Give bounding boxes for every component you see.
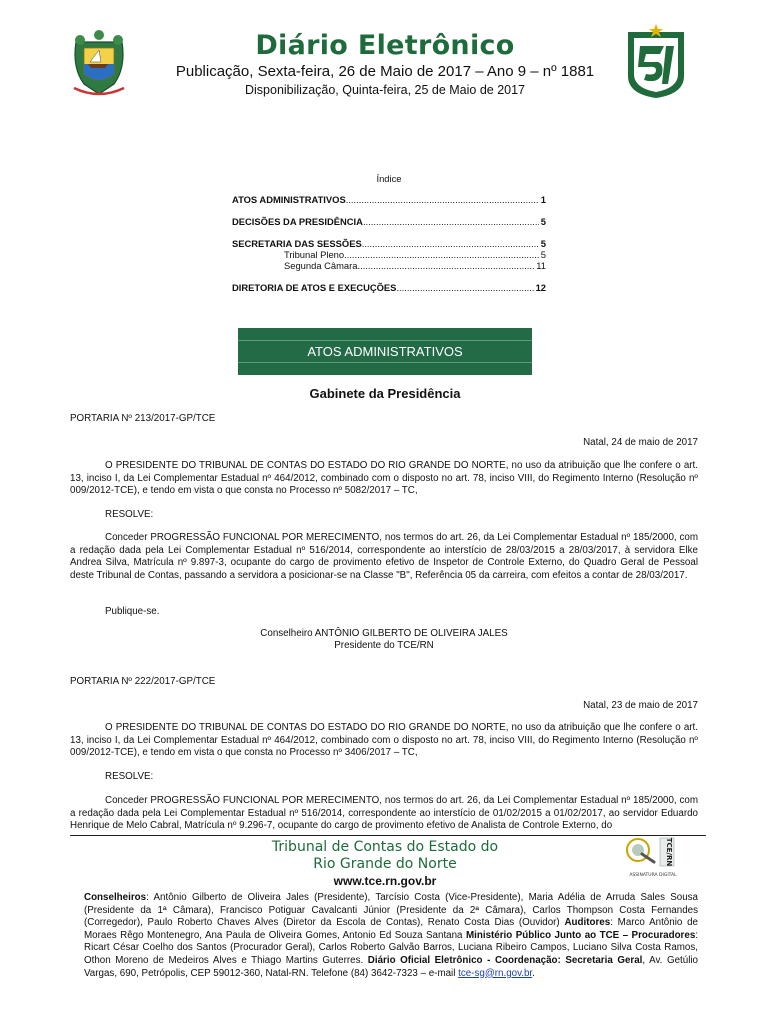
badge-text: TCE/RN [665,837,673,867]
footer-divider [70,835,706,836]
toc-label: ATOS ADMINISTRATIVOS [232,194,346,205]
portaria-2-resolve: RESOLVE: [105,771,154,782]
portaria-1-number: PORTARIA Nº 213/2017-GP/TCE [70,413,216,424]
publication-date: Publicação, Sexta-feira, 26 de Maio de 2017 – Ano 9 – nº 1881 [175,63,595,80]
footer-website: www.tce.rn.gov.br [333,874,437,888]
section-banner [238,328,532,375]
auditores-label: Auditores [564,917,611,929]
portaria-1-date: Natal, 24 de maio de 2017 [583,437,698,448]
portaria-1-signer-role: Presidente do TCE/RN [334,640,434,651]
portaria-1-publish: Publique-se. [105,606,160,617]
toc-page: 5 [540,249,546,260]
section-banner-label: ATOS ADMINISTRATIVOS [307,344,463,359]
conselheiros-text: : Antônio Gilberto de Oliveira Jales (Presidente), Tarcísio Costa (Vice-Presidente), Maria Adélia de Arruda Sales Sousa (Presidente da 1ª Câmara), Francisco Potiguar Cavalcanti Júnior (Presidente da 2ª Câmara), Carlos Thompson Costa Fernandes (Corregedor), Paulo Roberto Chaves Alves (Diretor da Escola de Contas), Renato Costa Dias (Ouvidor) [84,892,698,929]
index-heading: Índice [376,173,402,184]
toc-page: 5 [540,238,546,249]
footer-members [84,892,698,980]
section-subtitle: Gabinete da Presidência [309,386,461,401]
footer-org-line-2: Rio Grande do Norte [313,856,457,872]
table-of-contents [232,173,546,293]
toc-page: 1 [540,194,546,205]
badge-caption: ASSINATURA DIGITAL [629,873,677,878]
diario-label: Diário Oficial Eletrônico - Coordenação: Secretaria Geral [367,954,643,966]
toc-entry-diretoria[interactable] [232,282,546,293]
toc-entry-decisoes[interactable] [232,216,546,227]
toc-label: DECISÕES DA PRESIDÊNCIA [232,216,363,227]
toc-label: SECRETARIA DAS SESSÕES [232,238,362,249]
portaria-1-signer: Conselheiro ANTÔNIO GILBERTO DE OLIVEIRA JALES [260,628,508,639]
journal-title: Diário Eletrônico [255,30,515,61]
email-link[interactable]: tce-sg@rn.gov.br [458,967,533,979]
toc-label: Segunda Câmara [284,260,358,271]
mp-label: Ministério Público Junto ao TCE – Procuradores [465,929,696,941]
portaria-2-decision: Conceder PROGRESSÃO FUNCIONAL POR MERECIMENTO, nos termos do art. 26, da Lei Complementar Estadual nº 185/2000, com a redação dada pela Lei Complementar Estadual nº 516/2014, correspondente ao interstício de 01/02/2015 a 01/02/2017, ao servidor Eduardo Henrique de Melo Cabral, Matrícula nº 9.296-7, ocupante do cargo de provimento efetivo de Analista de Controle Externo, do [70,795,698,831]
toc-entry-tribunal-pleno[interactable] [232,249,546,260]
toc-label: Tribunal Pleno [284,249,345,260]
toc-page: 12 [535,282,546,293]
portaria-1-preamble: O PRESIDENTE DO TRIBUNAL DE CONTAS DO ESTADO DO RIO GRANDE DO NORTE, no uso da atribuição que lhe confere o art. 13, inciso I, da Lei Complementar Estadual nº 464/2012, combinado com o disposto no art. 78, inciso VIII, do Regimento Interno (Resolução nº 009/2012-TCE), e tendo em vista o que consta no Processo nº 5082/2017 – TC, [70,460,698,496]
footer-org-line-1: Tribunal de Contas do Estado do [271,839,499,855]
portaria-2-date: Natal, 23 de maio de 2017 [583,700,698,711]
portaria-2-preamble: O PRESIDENTE DO TRIBUNAL DE CONTAS DO ESTADO DO RIO GRANDE DO NORTE, no uso da atribuição que lhe confere o art. 13, inciso I, da Lei Complementar Estadual nº 464/2012, combinado com o disposto no art. 78, inciso VIII, do Regimento Interno (Resolução nº 009/2012-TCE), e tendo em vista o que consta no Processo nº 3406/2017 – TC, [70,722,698,758]
toc-entry-atos[interactable] [232,194,546,205]
diario-text: , Av. Getúlio Vargas, 690, Petrópolis, CEP 59012-360, Natal-RN. Telefone (84) 3642-7323 – e-mail [84,954,698,979]
members-end: . [532,967,535,979]
conselheiros-label: Conselheiros [84,892,147,903]
toc-entry-secretaria[interactable] [232,238,546,249]
toc-entry-segunda-camara[interactable] [232,260,546,271]
masthead [0,30,770,97]
portaria-2-number: PORTARIA Nº 222/2017-GP/TCE [70,676,216,687]
toc-page: 5 [540,216,546,227]
mp-text: : Ricart César Coelho dos Santos (Procurador Geral), Carlos Roberto Galvão Barros, Luciana Ribeiro Campos, Luciano Silva Costa Ramos, Othon Moreno de Medeiros Alves e Thiago Martins Guterres. [84,929,698,966]
toc-page: 11 [536,260,546,271]
portaria-1-decision: Conceder PROGRESSÃO FUNCIONAL POR MERECIMENTO, nos termos do art. 26, da Lei Complementar Estadual nº 185/2000, com a redação dada pela Lei Complementar Estadual nº 516/2014, correspondente ao interstício de 28/03/2015 a 28/03/2017, à servidora Elke Andrea Silva, Matrícula nº 9.897-3, ocupante do cargo de provimento efetivo de Inspetor de Controle Externo, do Quadro Geral de Pessoal deste Tribunal de Contas, passando a servidora a posicionar-se na Classe "B", Referência 05 da carreira, com efeitos a contar de 28/03/2017. [70,532,698,581]
portaria-1-resolve: RESOLVE: [105,509,154,520]
auditores-text: : Marco Antônio de Moraes Rêgo Montenegro, Ana Paula de Oliveira Gomes, Antonio Ed Souza Santana [84,917,698,941]
availability-date: Disponibilização, Quinta-feira, 25 de Maio de 2017 [244,83,526,97]
toc-label: DIRETORIA DE ATOS E EXECUÇÕES [232,282,397,293]
